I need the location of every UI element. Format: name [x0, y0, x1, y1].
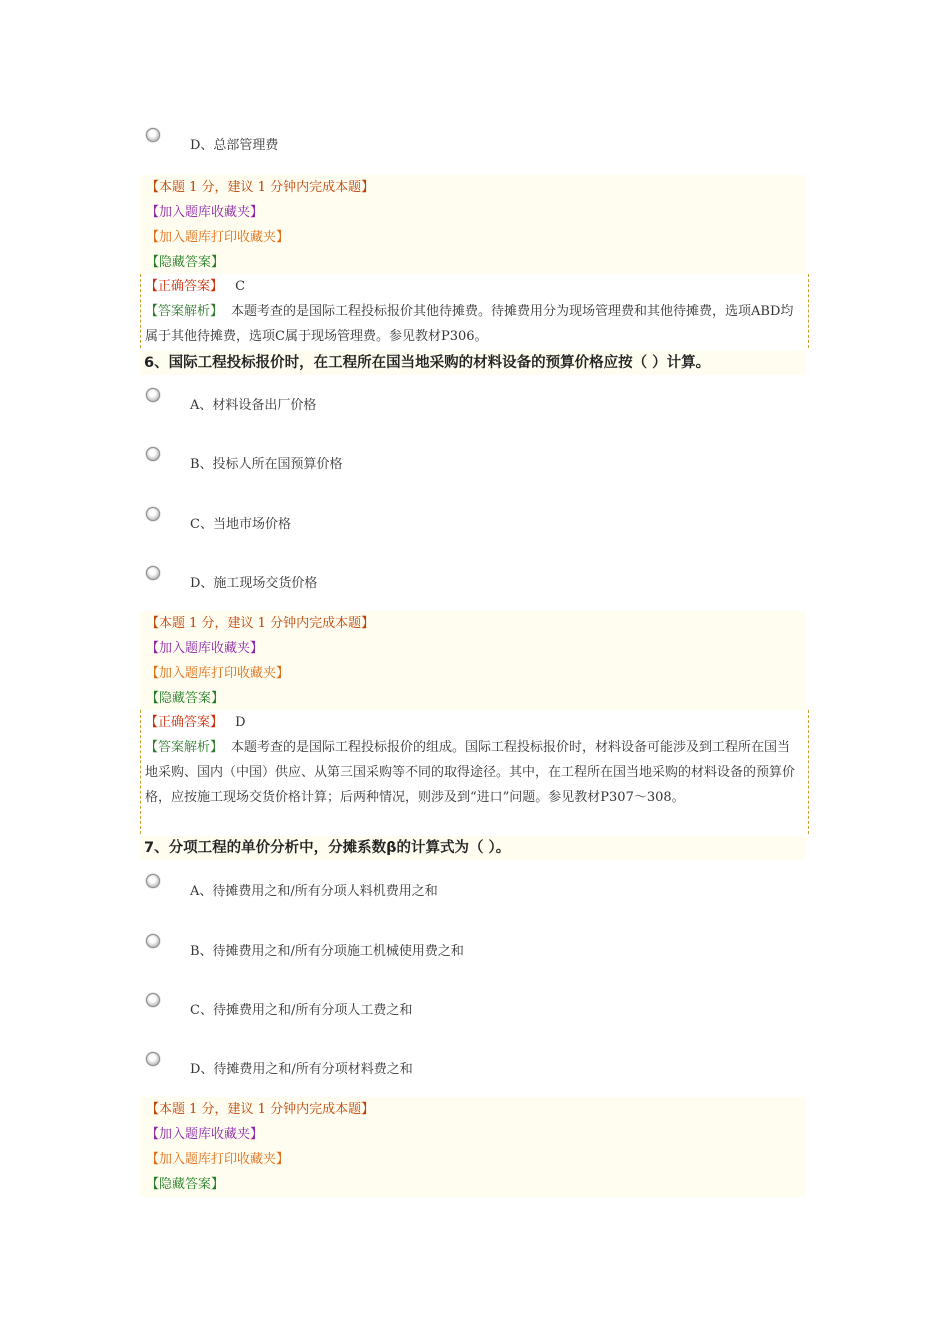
answer-analysis	[145, 735, 802, 810]
question-info-panel	[140, 175, 806, 275]
option-label: B、投标人所在国预算价格	[190, 457, 343, 472]
answer-box	[140, 274, 809, 348]
hide-answer-link[interactable]: 【隐藏答案】	[146, 691, 225, 706]
option-b[interactable]	[144, 934, 804, 958]
option-a[interactable]	[144, 388, 804, 412]
correct-answer-label: 【正确答案】	[145, 279, 224, 294]
option-label: C、待摊费用之和/所有分项人工费之和	[190, 1003, 413, 1018]
option-b[interactable]	[144, 447, 804, 471]
radio-button[interactable]	[146, 874, 160, 888]
analysis-text: 本题考查的是国际工程投标报价其他待摊费。待摊费用分为现场管理费和其他待摊费，选项ABD均属于其他待摊费，选项C属于现场管理费。参见教材P306。	[145, 304, 794, 344]
option-d[interactable]	[144, 566, 804, 590]
radio-button[interactable]	[146, 566, 160, 580]
option-d[interactable]	[144, 128, 804, 152]
option-d[interactable]	[144, 1052, 804, 1076]
radio-button[interactable]	[146, 388, 160, 402]
radio-button[interactable]	[146, 507, 160, 521]
option-label: A、待摊费用之和/所有分项人料机费用之和	[190, 884, 438, 899]
score-hint: 【本题 1 分，建议 1 分钟内完成本题】	[146, 616, 375, 631]
question-title: 7、分项工程的单价分析中，分摊系数β的计算式为（ ）。	[140, 836, 806, 860]
question-info-panel	[140, 1097, 806, 1197]
score-hint: 【本题 1 分，建议 1 分钟内完成本题】	[146, 1102, 375, 1117]
correct-answer-value: D	[235, 715, 246, 730]
radio-button[interactable]	[146, 128, 160, 142]
option-label: A、材料设备出厂价格	[190, 398, 317, 413]
option-c[interactable]	[144, 507, 804, 531]
analysis-label: 【答案解析】	[145, 304, 224, 319]
option-a[interactable]	[144, 874, 804, 898]
add-to-favorites-link[interactable]: 【加入题库收藏夹】	[146, 641, 264, 656]
correct-answer	[145, 274, 802, 299]
analysis-label: 【答案解析】	[145, 740, 224, 755]
option-label: B、待摊费用之和/所有分项施工机械使用费之和	[190, 944, 464, 959]
option-label: C、当地市场价格	[190, 517, 291, 532]
hide-answer-link[interactable]: 【隐藏答案】	[146, 255, 225, 270]
correct-answer	[145, 710, 802, 735]
answer-analysis	[145, 299, 802, 349]
hide-answer-link[interactable]: 【隐藏答案】	[146, 1177, 225, 1192]
radio-button[interactable]	[146, 993, 160, 1007]
option-label: D、总部管理费	[190, 138, 279, 153]
radio-button[interactable]	[146, 447, 160, 461]
question-title: 6、国际工程投标报价时，在工程所在国当地采购的材料设备的预算价格应按（ ）计算。	[140, 351, 806, 375]
correct-answer-label: 【正确答案】	[145, 715, 224, 730]
analysis-text: 本题考查的是国际工程投标报价的组成。国际工程投标报价时，材料设备可能涉及到工程所在国当地采购、国内（中国）供应、从第三国采购等不同的取得途径。其中，在工程所在国当地采购的材料设备的预算价格，应按施工现场交货价格计算；后两种情况，则涉及到“进口”问题。参见教材P307～308。	[145, 740, 796, 805]
option-label: D、施工现场交货价格	[190, 576, 318, 591]
add-to-print-favorites-link[interactable]: 【加入题库打印收藏夹】	[146, 230, 290, 245]
add-to-favorites-link[interactable]: 【加入题库收藏夹】	[146, 205, 264, 220]
option-c[interactable]	[144, 993, 804, 1017]
radio-button[interactable]	[146, 934, 160, 948]
add-to-print-favorites-link[interactable]: 【加入题库打印收藏夹】	[146, 1152, 290, 1167]
option-label: D、待摊费用之和/所有分项材料费之和	[190, 1062, 413, 1077]
correct-answer-value: C	[235, 279, 246, 294]
score-hint: 【本题 1 分，建议 1 分钟内完成本题】	[146, 180, 375, 195]
radio-button[interactable]	[146, 1052, 160, 1066]
add-to-favorites-link[interactable]: 【加入题库收藏夹】	[146, 1127, 264, 1142]
answer-box	[140, 710, 809, 834]
question-info-panel	[140, 611, 806, 711]
add-to-print-favorites-link[interactable]: 【加入题库打印收藏夹】	[146, 666, 290, 681]
